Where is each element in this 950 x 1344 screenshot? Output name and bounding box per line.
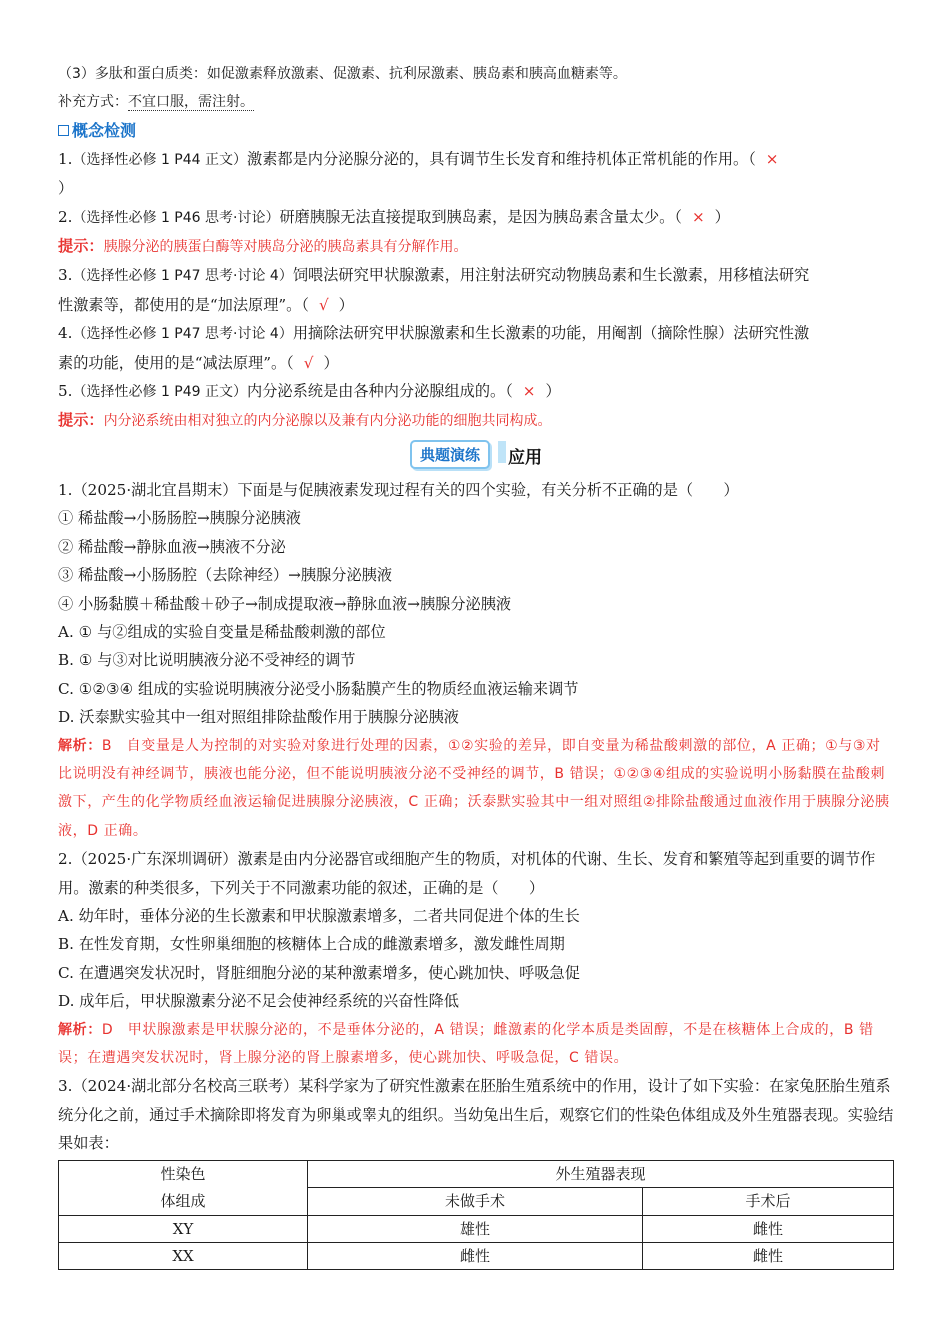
q2-option-d: D. 成年后，甲状腺激素分泌不足会使神经系统的兴奋性降低 — [58, 992, 459, 1011]
item-source: （选择性必修 1 P46 思考·讨论） — [72, 209, 280, 226]
table-cell: 雌性 — [308, 1242, 643, 1269]
item-close: ） — [58, 179, 74, 198]
header-line-a: 性染色 — [160, 1164, 206, 1183]
item-number: 2. — [58, 207, 73, 226]
concept-item-4 — [58, 319, 894, 348]
hint-label: 提示： — [58, 411, 104, 430]
item-text: 研磨胰腺无法直接提取到胰岛素，是因为胰岛素含量太少。（ — [279, 207, 682, 226]
q1-step-1: ① 稀盐酸→小肠肠腔→胰腺分泌胰液 — [58, 509, 301, 528]
table-cell: XX — [59, 1242, 308, 1269]
hint-text: 内分泌系统由相对独立的内分泌腺以及兼有内分泌功能的细胞共同构成。 — [103, 413, 552, 430]
q2-option-c: C. 在遭遇突发状况时，肾脏细胞分泌的某种激素增多，使心跳加快、呼吸急促 — [58, 963, 580, 982]
concept-item-4-cont — [58, 349, 894, 377]
item-number: 4. — [58, 324, 73, 343]
table-row — [59, 1242, 894, 1269]
banner-right-text: 应用 — [508, 447, 542, 468]
practice-banner-application — [498, 441, 542, 468]
practice-banner-row — [58, 436, 894, 476]
table-cell: 雌性 — [643, 1242, 894, 1269]
cross-mark-icon: × — [765, 149, 779, 168]
hint-label: 提示： — [58, 237, 104, 256]
supplement-prefix: 补充方式： — [58, 94, 128, 111]
concept-check-title-text: 概念检测 — [72, 120, 137, 140]
q1-step-4: ④ 小肠黏膜＋稀盐酸＋砂子→制成提取液→静脉血液→胰腺分泌胰液 — [58, 594, 512, 613]
table-header-genitalia: 外生殖器表现 — [308, 1160, 894, 1188]
checkbox-square-icon — [58, 125, 69, 136]
concept-item-2 — [58, 203, 894, 232]
item-text: 饲喂法研究甲状腺激素，用注射法研究动物胰岛素和生长激素，用移植法研究 — [292, 266, 810, 285]
item-source: （选择性必修 1 P49 正文） — [72, 384, 248, 401]
q2-stem: 2.（2025·广东深圳调研）激素是由内分泌器官或细胞产生的物质，对机体的代谢、生长、发育和繁殖等起到重要的调节作用。激素的种类很多，下列关于不同激素功能的叙述，正确的是（ ） — [58, 850, 876, 897]
q2-option-a: A. 幼年时，垂体分泌的生长激素和甲状腺激素增多，二者共同促进个体的生长 — [58, 906, 580, 925]
item-text: 内分泌系统是由各种内分泌腺组成的。（ — [247, 382, 513, 401]
concept-item-1 — [58, 145, 894, 203]
practice-banner-label: 典题演练 — [410, 440, 490, 469]
document-page — [58, 60, 894, 1270]
hint-text: 胰腺分泌的胰蛋白酶等对胰岛分泌的胰岛素具有分解作用。 — [103, 239, 468, 256]
q1-step-3: ③ 稀盐酸→小肠肠腔（去除神经）→胰腺分泌胰液 — [58, 566, 393, 585]
q1-option-c: C. ①②③④ 组成的实验说明胰液分泌受小肠黏膜产生的物质经血液运输来调节 — [58, 679, 579, 698]
q3-stem: 3.（2024·湖北部分名校高三联考）某科学家为了研究性激素在胚胎生殖系统中的作用，设计了如下实验：在家兔胚胎生殖系统分化之前，通过手术摘除即将发育为卵巢或睾丸的组织。当幼兔出生后，观察它们的性染色体组成及外生殖器表现。实验结果如表： — [58, 1077, 894, 1153]
item-source: （选择性必修 1 P47 思考·讨论 4） — [72, 268, 293, 285]
item-text: 用摘除法研究甲状腺激素和生长激素的功能，用阉割（摘除性腺）法研究性激 — [292, 324, 810, 343]
cross-mark-icon: × — [691, 207, 705, 226]
practice-banner — [410, 440, 542, 469]
item-source: （选择性必修 1 P47 思考·讨论 4） — [72, 326, 293, 343]
q1-step-2: ② 稀盐酸→静脉血液→胰液不分泌 — [58, 537, 286, 556]
hint-2 — [58, 232, 894, 261]
hormone-type-line: （3）多肽和蛋白质类：如促激素释放激素、促激素、抗利尿激素、胰岛素和胰高血糖素等。 — [58, 66, 627, 82]
q1-stem: 1.（2025·湖北宜昌期末）下面是与促胰液素发现过程有关的四个实验，有关分析不正确的是（ ） — [58, 480, 739, 499]
item-number: 3. — [58, 266, 73, 285]
item-number: 5. — [58, 382, 73, 401]
analysis-text: B 自变量是人为控制的对实验对象进行处理的因素，①②实验的差异，即自变量为稀盐酸刺激的部位，A 正确；①与③对比说明没有神经调节，胰液也能分泌，但不能说明胰液分泌不受神经的调节，B 错误；①②③④组成的实验说明小肠黏膜在盐酸刺激下，产生的化学物质经血液运输促进胰腺分泌胰液，C 正确；沃泰默实验其中一组对照组②排除盐酸通过血液作用于胰腺分泌胰液，D 正确。 — [58, 737, 890, 839]
item-source: （选择性必修 1 P44 正文） — [72, 151, 248, 168]
supplement-line — [58, 88, 894, 116]
analysis-text: D 甲状腺激素是甲状腺分泌的，不是垂体分泌的，A 错误；雌激素的化学本质是类固醇，不是在核糖体上合成的，B 错误；在遭遇突发状况时，肾上腺分泌的肾上腺素增多，使心跳加快、呼吸急促，C 错误。 — [58, 1021, 874, 1066]
concept-item-3-cont — [58, 291, 894, 319]
table-cell: 雌性 — [643, 1215, 894, 1242]
analysis-label: 解析： — [58, 737, 102, 754]
q1-option-d: D. 沃泰默实验其中一组对照组排除盐酸作用于胰腺分泌胰液 — [58, 708, 459, 727]
q2-analysis — [58, 1016, 894, 1073]
item-number: 1. — [58, 149, 73, 168]
banner-strip-decoration — [498, 441, 506, 463]
item-close: ） — [338, 295, 354, 314]
q1-option-b: B. ① 与③对比说明胰液分泌不受神经的调节 — [58, 651, 356, 670]
item-close: ） — [714, 207, 730, 226]
hint-5 — [58, 406, 894, 435]
concept-item-3 — [58, 261, 894, 290]
table-header-after-surgery: 手术后 — [643, 1188, 894, 1216]
table-header-chromosome — [59, 1160, 308, 1215]
item-close: ） — [323, 353, 339, 372]
analysis-label: 解析： — [58, 1021, 102, 1038]
q1-option-a: A. ① 与②组成的实验自变量是稀盐酸刺激的部位 — [58, 622, 386, 641]
table-header-no-surgery: 未做手术 — [308, 1188, 643, 1216]
q1-analysis — [58, 732, 894, 846]
check-mark-icon: √ — [318, 295, 329, 314]
item-text: 素的功能，使用的是“减法原理”。（ — [58, 353, 294, 372]
table-cell: XY — [59, 1215, 308, 1242]
header-line-b: 体组成 — [160, 1191, 206, 1210]
concept-item-5 — [58, 377, 894, 406]
cross-mark-icon: × — [522, 382, 536, 401]
item-close: ） — [545, 382, 561, 401]
check-mark-icon: √ — [303, 353, 314, 372]
table-cell: 雄性 — [308, 1215, 643, 1242]
supplement-text: 不宜口服，需注射。 — [128, 94, 254, 111]
table-row — [59, 1215, 894, 1242]
item-text: 激素都是内分泌腺分泌的，具有调节生长发育和维持机体正常机能的作用。（ — [247, 149, 756, 168]
results-table — [58, 1160, 894, 1270]
q2-option-b: B. 在性发育期，女性卵巢细胞的核糖体上合成的雌激素增多，激发雌性周期 — [58, 935, 565, 954]
concept-check-title — [58, 117, 894, 145]
item-text: 性激素等，都使用的是“加法原理”。（ — [58, 295, 309, 314]
